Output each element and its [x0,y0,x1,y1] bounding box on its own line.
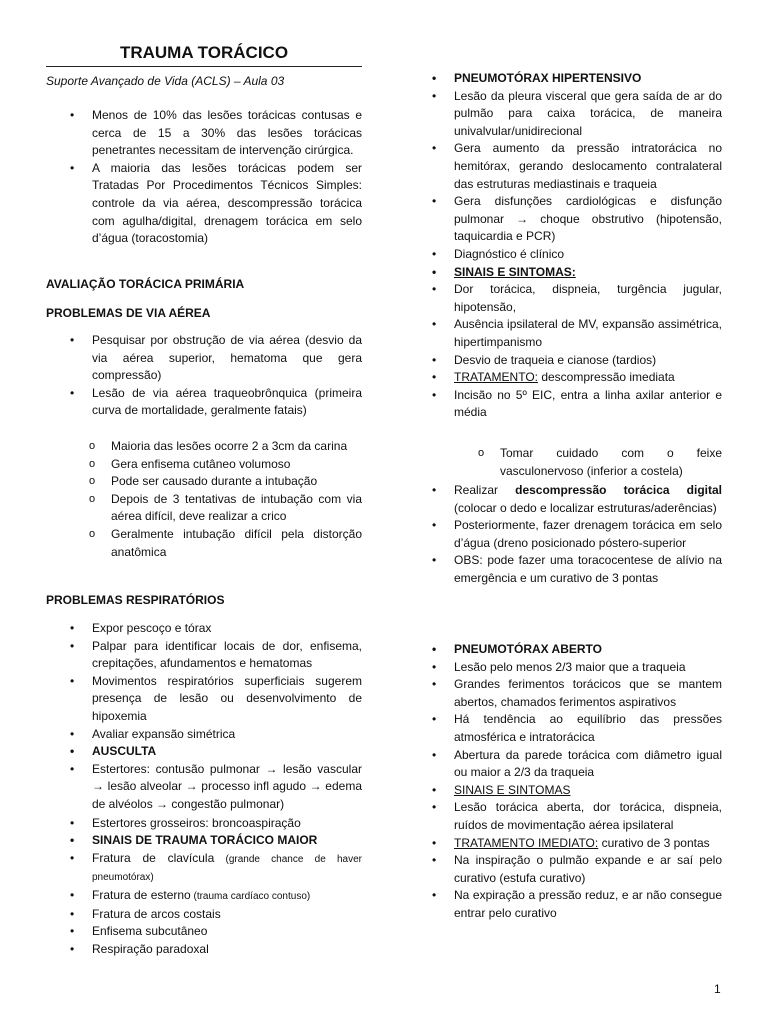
aberto-list [454,641,722,923]
list-item: • Lesão torácica aberta, dor torácica, dispneia, ruídos de movimentação aérea ipsilateral [454,799,722,834]
list-item: • Palpar para identificar locais de dor, enfisema, crepitações, afundamentos e hematomas [92,638,362,673]
list-item: • Na inspiração o pulmão expande e ar saí pelo curativo (estufa curativo) [454,852,722,887]
list-item: • Fratura de esterno (trauma cardíaco contuso) [92,887,362,906]
list-item: o Gera enfisema cutâneo volumoso [111,456,362,474]
respiratorios-list [92,620,362,958]
list-item: • Fratura de clavícula (grande chance de haver pneumotórax) [92,850,362,887]
hipertensivo-sublist [500,445,722,480]
section-heading-aberto: • PNEUMOTÓRAX ABERTO [454,641,722,659]
list-item-sinais-label: • SINAIS E SINTOMAS [454,782,722,800]
page-number: 1 [714,982,721,996]
list-item: • Incisão no 5º EIC, entra a linha axilar anterior e média [454,387,722,422]
list-item: • Estertores: contusão pulmonar → lesão vascular → lesão alveolar → processo infl agudo → edema de alvéolos → congestão pulmonar) [92,761,362,814]
list-item: o Geralmente intubação difícil pela distorção anatômica [111,526,362,561]
list-item: • Expor pescoço e tórax [92,620,362,638]
list-item: • Movimentos respiratórios superficiais sugerem presença de lesão ou desenvolvimento de hipoxemia [92,673,362,726]
list-item: • Respiração paradoxal [92,941,362,959]
section-heading-avaliacao: AVALIAÇÃO TORÁCICA PRIMÁRIA [46,277,245,291]
page-title: TRAUMA TORÁCICO [46,42,362,67]
hipertensivo-list-continued [454,482,722,588]
list-item-sinais-trauma: • SINAIS DE TRAUMA TORÁCICO MAIOR [92,832,362,850]
list-item: • TRATAMENTO IMEDIATO: curativo de 3 pontas [454,835,722,853]
hipertensivo-list [454,70,722,422]
page-subtitle: Suporte Avançado de Vida (ACLS) – Aula 03 [46,74,285,88]
list-item: • Gera aumento da pressão intratorácica no hemitórax, gerando deslocamento contralateral das estruturas mediastinais e traqueia [454,140,722,193]
list-item: • A maioria das lesões torácicas podem ser Tratadas Por Procedimentos Técnicos Simples: controle da via aérea, descompressão torácica com agulha/digital, drenagem torácica em selo d’água (toracostomia) [92,160,362,248]
list-item: • Dor torácica, dispneia, turgência jugular, hipotensão, [454,281,722,316]
list-item: • Avaliar expansão simétrica [92,726,362,744]
list-item: o Pode ser causado durante a intubação [111,473,362,491]
list-item: • Fratura de arcos costais [92,906,362,924]
list-item: • Grandes ferimentos torácicos que se mantem abertos, chamados ferimentos aspirativos [454,676,722,711]
list-item: • Ausência ipsilateral de MV, expansão assimétrica, hipertimpanismo [454,316,722,351]
list-item: • TRATAMENTO: descompressão imediata [454,369,722,387]
list-item: • Lesão de via aérea traqueobrônquica (primeira curva de mortalidade, geralmente fatais) [92,385,362,420]
list-item-sinais-label: • SINAIS E SINTOMAS: [454,264,722,282]
list-item: • Realizar descompressão torácica digital (colocar o dedo e localizar estruturas/aderências) [454,482,722,517]
list-item: • Pesquisar por obstrução de via aérea (desvio da via aérea superior, hematoma que gera compressão) [92,332,362,385]
list-item: • Estertores grosseiros: broncoaspiração [92,815,362,833]
list-item: • Diagnóstico é clínico [454,246,722,264]
list-item: • Gera disfunções cardiológicas e disfunção pulmonar → choque obstrutivo (hipotensão, taquicardia e PCR) [454,193,722,246]
list-item: • Lesão pelo menos 2/3 maior que a traqueia [454,659,722,677]
list-item: • Desvio de traqueia e cianose (tardios) [454,352,722,370]
list-item: • Enfisema subcutâneo [92,923,362,941]
list-item: • Menos de 10% das lesões torácicas contusas e cerca de 15 a 30% das lesões torácicas penetrantes necessitam de intervenção cirúrgica. [92,107,362,160]
via-aerea-sublist [111,438,362,561]
section-heading-respiratorios: PROBLEMAS RESPIRATÓRIOS [46,593,225,607]
title-block [46,42,362,89]
section-heading-via-aerea: PROBLEMAS DE VIA AÉREA [46,306,211,320]
via-aerea-list [92,332,362,420]
list-item: • Lesão da pleura visceral que gera saída de ar do pulmão para caixa torácica, de maneira univalvular/unidirecional [454,88,722,141]
list-item: • Há tendência ao equilíbrio das pressões atmosférica e intratorácica [454,711,722,746]
list-item: o Tomar cuidado com o feixe vasculonervoso (inferior a costela) [500,445,722,480]
list-item: • Abertura da parede torácica com diâmetro igual ou maior a 2/3 da traqueia [454,747,722,782]
section-heading-hipertensivo: • PNEUMOTÓRAX HIPERTENSIVO [454,70,722,88]
intro-list [92,107,362,248]
list-item-ausculta: • AUSCULTA [92,743,362,761]
list-item: o Depois de 3 tentativas de intubação com via aérea difícil, deve realizar a crico [111,491,362,526]
list-item: o Maioria das lesões ocorre 2 a 3cm da carina [111,438,362,456]
list-item: • Posteriormente, fazer drenagem torácica em selo d’água (dreno posicionado póstero-superior [454,517,722,552]
list-item: • Na expiração a pressão reduz, e ar não consegue entrar pelo curativo [454,887,722,922]
list-item: • OBS: pode fazer uma toracocentese de alívio na emergência e um curativo de 3 pontas [454,552,722,587]
